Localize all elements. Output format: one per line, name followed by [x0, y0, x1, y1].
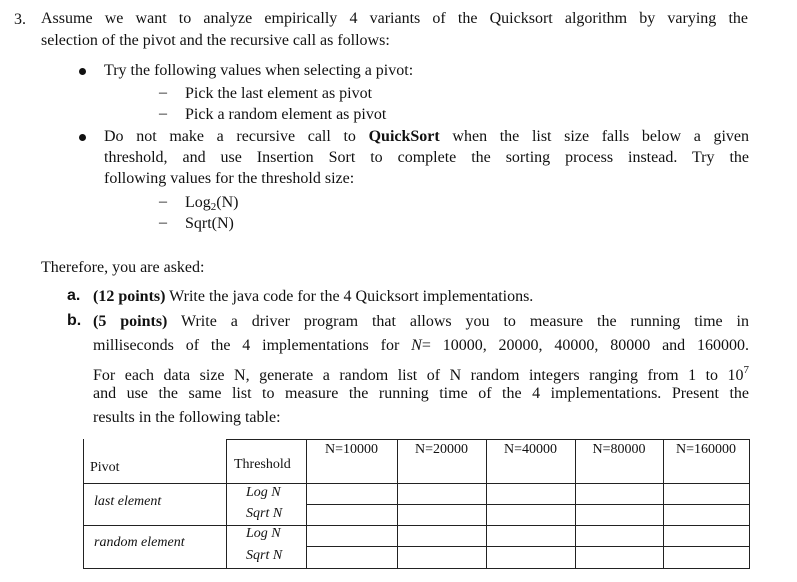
threshold-option-log: Log2(N) [185, 194, 239, 213]
pivot-option-last: Pick the last element as pivot [185, 85, 373, 102]
row-pivot-label: last element [94, 494, 162, 509]
intro-line-1: Assume we want to analyze empirically 4 variants of the Quicksort algorithm by varying the [41, 10, 748, 27]
results-table [83, 439, 750, 569]
row-threshold-label: Sqrt N [246, 506, 283, 521]
column-header: N=20000 [414, 442, 468, 457]
therefore-text: Therefore, you are asked: [41, 259, 205, 276]
bullet-threshold-line-2: threshold, and use Insertion Sort to complete the sorting process instead. Try the [104, 149, 749, 166]
part-b-line-4: and use the same list to measure the running time of the 4 implementations. Present the [93, 385, 749, 402]
bullet-dot [79, 68, 86, 75]
row-threshold-label: Log N [246, 485, 281, 500]
bullet-threshold-line-3: following values for the threshold size: [104, 170, 355, 187]
column-header: N=10000 [324, 442, 378, 457]
part-a-label: a. [67, 287, 81, 304]
threshold-option-sqrt: Sqrt(N) [185, 215, 234, 232]
table-border [226, 439, 750, 440]
table-border [83, 439, 84, 569]
header-threshold: Threshold [234, 457, 291, 472]
part-b-line-3: For each data size N, generate a random list of N random integers ranging from 1 to $10^7$ [93, 364, 749, 384]
part-b-line-1: (5 points) Write a driver program that allows you to measure the running time in [93, 313, 750, 330]
intro-line-2: selection of the pivot and the recursive call as follows: [41, 32, 390, 49]
dash-marker: – [159, 214, 167, 231]
bullet-dot [79, 134, 86, 141]
column-header: N=160000 [675, 442, 736, 457]
table-border [83, 568, 750, 569]
question-number: 3. [14, 11, 26, 28]
dash-marker: – [159, 84, 167, 101]
table-border [306, 546, 750, 547]
bullet-pivot-text: Try the following values when selecting a pivot: [104, 62, 414, 79]
table-border [306, 483, 750, 484]
table-border [83, 525, 750, 526]
table-border [306, 504, 750, 505]
row-threshold-label: Log N [246, 526, 281, 541]
column-header: N=80000 [592, 442, 646, 457]
part-b-label: b. [67, 312, 82, 329]
column-header: N=40000 [503, 442, 557, 457]
pivot-option-random: Pick a random element as pivot [185, 106, 387, 123]
row-threshold-label: Sqrt N [246, 548, 283, 563]
part-b-line-5: results in the following table: [93, 409, 281, 426]
dash-marker: – [159, 193, 167, 210]
row-pivot-label: random element [94, 535, 185, 550]
table-border [226, 439, 227, 569]
header-pivot: Pivot [90, 460, 120, 475]
dash-marker: – [159, 105, 167, 122]
bullet-threshold-line-1: Do not make a recursive call to QuickSort when the list size falls below a given [104, 128, 750, 145]
part-a-text: (12 points) Write the java code for the 4 Quicksort implementations. [93, 288, 534, 305]
part-b-line-2: milliseconds of the 4 implementations for N= 10000, 20000, 40000, 80000 and 160000. [93, 337, 750, 354]
quicksort-bold: QuickSort [368, 128, 440, 145]
